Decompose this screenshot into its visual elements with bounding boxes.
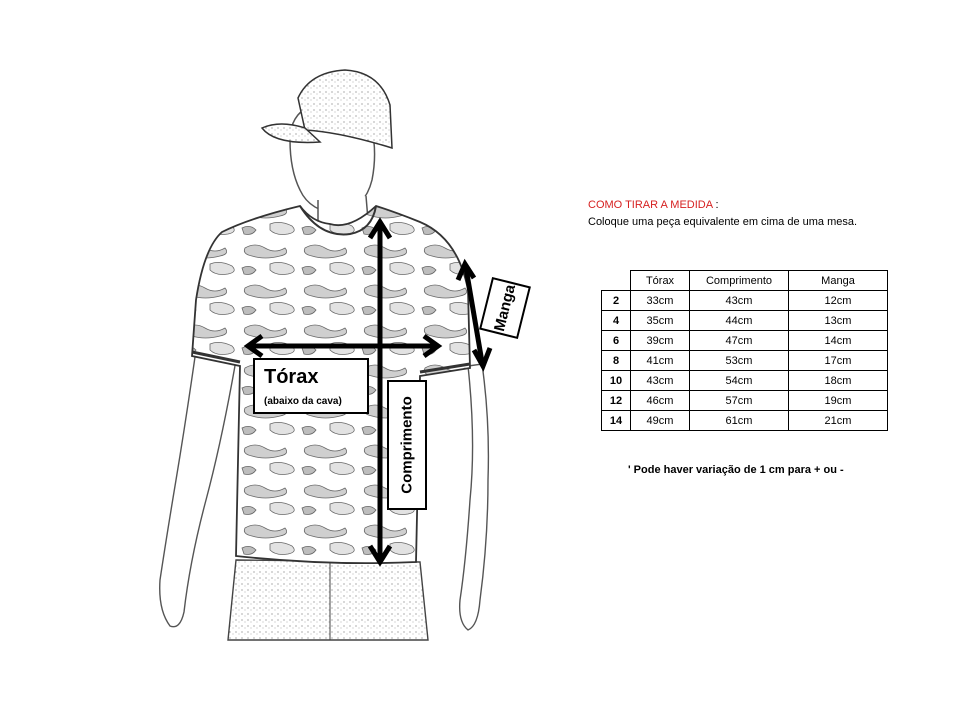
size-table-corner (602, 271, 631, 291)
how-to-measure-title-text: COMO TIRAR A MEDIDA (588, 199, 713, 211)
comprimento-cell: 61cm (690, 411, 789, 431)
manga-cell: 21cm (789, 411, 888, 431)
size-cell: 2 (602, 291, 631, 311)
figure-head (262, 70, 392, 226)
comprimento-cell: 47cm (690, 331, 789, 351)
torax-label-box (253, 358, 369, 414)
header-manga: Manga (789, 271, 888, 291)
manga-cell: 14cm (789, 331, 888, 351)
comprimento-cell: 57cm (690, 391, 789, 411)
comprimento-label-box (387, 380, 427, 510)
manga-cell: 18cm (789, 371, 888, 391)
comprimento-cell: 43cm (690, 291, 789, 311)
size-table (601, 270, 888, 431)
table-row (602, 311, 888, 331)
torax-cell: 49cm (631, 411, 690, 431)
how-to-measure-colon: : (712, 199, 719, 211)
table-row (602, 331, 888, 351)
manga-label: Manga (491, 282, 519, 334)
table-row (602, 411, 888, 431)
figure-pants (228, 560, 428, 640)
table-row (602, 351, 888, 371)
comprimento-cell: 54cm (690, 371, 789, 391)
size-cell: 8 (602, 351, 631, 371)
manga-cell: 12cm (789, 291, 888, 311)
torax-cell: 43cm (631, 371, 690, 391)
torax-cell: 35cm (631, 311, 690, 331)
comprimento-label: Comprimento (398, 396, 416, 494)
torax-cell: 39cm (631, 331, 690, 351)
comprimento-cell: 53cm (690, 351, 789, 371)
how-to-measure-description: Coloque uma peça equivalente em cima de uma mesa. (588, 216, 858, 228)
header-comprimento: Comprimento (690, 271, 789, 291)
table-row (602, 391, 888, 411)
size-cell: 10 (602, 371, 631, 391)
size-cell: 6 (602, 331, 631, 351)
table-row (602, 371, 888, 391)
header-torax: Tórax (631, 271, 690, 291)
torax-cell: 41cm (631, 351, 690, 371)
size-cell: 12 (602, 391, 631, 411)
how-to-measure-title (588, 199, 719, 211)
torax-sub-label: (abaixo da cava) (264, 396, 342, 407)
manga-cell: 19cm (789, 391, 888, 411)
torax-label: Tórax (264, 366, 319, 388)
comprimento-cell: 44cm (690, 311, 789, 331)
size-cell: 4 (602, 311, 631, 331)
manga-cell: 17cm (789, 351, 888, 371)
size-table-header-row (602, 271, 888, 291)
size-cell: 14 (602, 411, 631, 431)
variation-note: ' Pode haver variação de 1 cm para + ou - (628, 464, 844, 476)
torax-cell: 33cm (631, 291, 690, 311)
torax-cell: 46cm (631, 391, 690, 411)
table-row (602, 291, 888, 311)
manga-cell: 13cm (789, 311, 888, 331)
